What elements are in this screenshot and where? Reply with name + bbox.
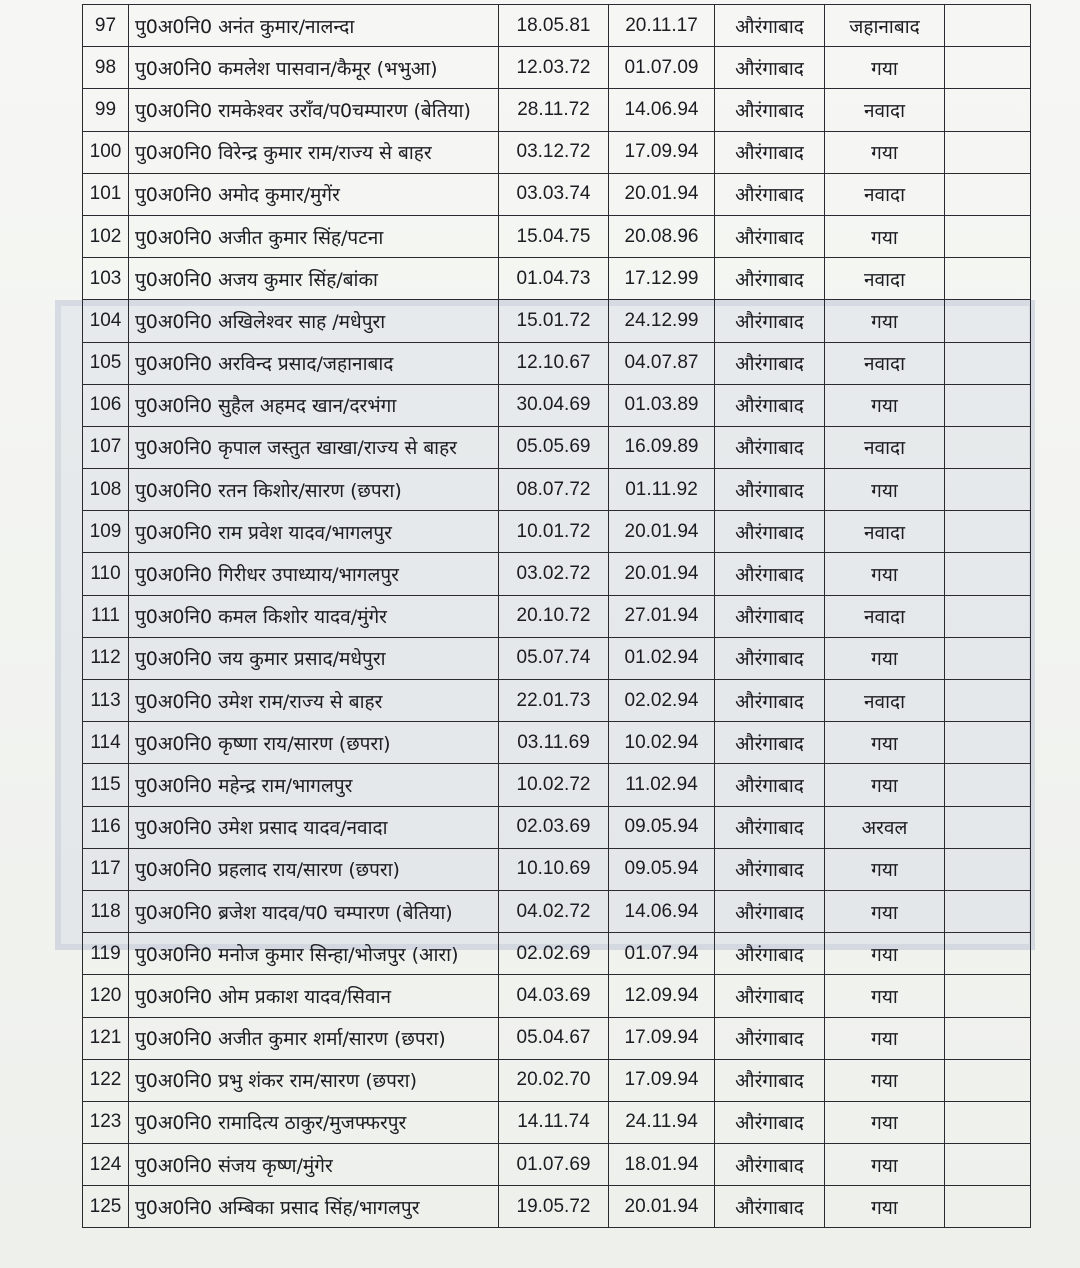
table-row <box>83 511 1031 553</box>
remarks-cell <box>945 342 1031 384</box>
table-row <box>83 722 1031 764</box>
current-posting-cell: औरंगाबाद <box>715 637 825 679</box>
table-row <box>83 764 1031 806</box>
remarks-cell <box>945 1017 1031 1059</box>
serial-number-cell: 123 <box>83 1101 129 1143</box>
transfer-district-cell: गया <box>825 553 945 595</box>
transfer-district-cell: नवादा <box>825 258 945 300</box>
birth-date-cell: 05.04.67 <box>499 1017 609 1059</box>
transfer-district-cell: गया <box>825 1186 945 1228</box>
table-row <box>83 680 1031 722</box>
current-posting-cell: औरंगाबाद <box>715 680 825 722</box>
joining-date-cell: 01.03.89 <box>609 384 715 426</box>
transfer-district-cell: गया <box>825 215 945 257</box>
remarks-cell <box>945 1059 1031 1101</box>
table-row <box>83 975 1031 1017</box>
remarks-cell <box>945 300 1031 342</box>
birth-date-cell: 22.01.73 <box>499 680 609 722</box>
birth-date-cell: 18.05.81 <box>499 5 609 47</box>
birth-date-cell: 08.07.72 <box>499 469 609 511</box>
serial-number-cell: 117 <box>83 848 129 890</box>
joining-date-cell: 20.01.94 <box>609 553 715 595</box>
current-posting-cell: औरंगाबाद <box>715 1186 825 1228</box>
remarks-cell <box>945 553 1031 595</box>
transfer-district-cell: गया <box>825 637 945 679</box>
joining-date-cell: 14.06.94 <box>609 890 715 932</box>
joining-date-cell: 01.07.09 <box>609 47 715 89</box>
birth-date-cell: 19.05.72 <box>499 1186 609 1228</box>
serial-number-cell: 102 <box>83 215 129 257</box>
serial-number-cell: 121 <box>83 1017 129 1059</box>
transfer-district-cell: गया <box>825 933 945 975</box>
transfer-district-cell: गया <box>825 469 945 511</box>
officer-name-cell: पु0अ0नि0 अजीत कुमार सिंह/पटना <box>129 215 499 257</box>
officer-name-cell: पु0अ0नि0 अम्बिका प्रसाद सिंह/भागलपुर <box>129 1186 499 1228</box>
remarks-cell <box>945 89 1031 131</box>
remarks-cell <box>945 384 1031 426</box>
table-row <box>83 258 1031 300</box>
transfer-district-cell: नवादा <box>825 89 945 131</box>
current-posting-cell: औरंगाबाद <box>715 933 825 975</box>
officer-name-cell: पु0अ0नि0 अजीत कुमार शर्मा/सारण (छपरा) <box>129 1017 499 1059</box>
current-posting-cell: औरंगाबाद <box>715 258 825 300</box>
officer-name-cell: पु0अ0नि0 उमेश राम/राज्य से बाहर <box>129 680 499 722</box>
officer-name-cell: पु0अ0नि0 रामकेश्वर उराँव/प0चम्पारण (बेतिया) <box>129 89 499 131</box>
joining-date-cell: 09.05.94 <box>609 848 715 890</box>
birth-date-cell: 03.11.69 <box>499 722 609 764</box>
birth-date-cell: 01.04.73 <box>499 258 609 300</box>
birth-date-cell: 15.01.72 <box>499 300 609 342</box>
transfer-district-cell: गया <box>825 890 945 932</box>
serial-number-cell: 110 <box>83 553 129 595</box>
current-posting-cell: औरंगाबाद <box>715 1144 825 1186</box>
current-posting-cell: औरंगाबाद <box>715 89 825 131</box>
current-posting-cell: औरंगाबाद <box>715 342 825 384</box>
birth-date-cell: 30.04.69 <box>499 384 609 426</box>
officer-name-cell: पु0अ0नि0 कृष्णा राय/सारण (छपरा) <box>129 722 499 764</box>
joining-date-cell: 20.01.94 <box>609 1186 715 1228</box>
current-posting-cell: औरंगाबाद <box>715 426 825 468</box>
serial-number-cell: 108 <box>83 469 129 511</box>
officer-name-cell: पु0अ0नि0 मनोज कुमार सिन्हा/भोजपुर (आरा) <box>129 933 499 975</box>
joining-date-cell: 01.11.92 <box>609 469 715 511</box>
birth-date-cell: 20.10.72 <box>499 595 609 637</box>
remarks-cell <box>945 47 1031 89</box>
remarks-cell <box>945 975 1031 1017</box>
current-posting-cell: औरंगाबाद <box>715 300 825 342</box>
remarks-cell <box>945 511 1031 553</box>
officer-name-cell: पु0अ0नि0 रामादित्य ठाकुर/मुजफ्फरपुर <box>129 1101 499 1143</box>
table-row <box>83 300 1031 342</box>
serial-number-cell: 120 <box>83 975 129 1017</box>
joining-date-cell: 09.05.94 <box>609 806 715 848</box>
current-posting-cell: औरंगाबाद <box>715 848 825 890</box>
table-row <box>83 1101 1031 1143</box>
joining-date-cell: 20.11.17 <box>609 5 715 47</box>
joining-date-cell: 04.07.87 <box>609 342 715 384</box>
current-posting-cell: औरंगाबाद <box>715 764 825 806</box>
current-posting-cell: औरंगाबाद <box>715 511 825 553</box>
officer-name-cell: पु0अ0नि0 जय कुमार प्रसाद/मधेपुरा <box>129 637 499 679</box>
transfer-district-cell: जहानाबाद <box>825 5 945 47</box>
joining-date-cell: 17.09.94 <box>609 1017 715 1059</box>
serial-number-cell: 101 <box>83 173 129 215</box>
transfer-district-cell: नवादा <box>825 173 945 215</box>
remarks-cell <box>945 258 1031 300</box>
remarks-cell <box>945 1186 1031 1228</box>
table-row <box>83 637 1031 679</box>
joining-date-cell: 20.01.94 <box>609 173 715 215</box>
remarks-cell <box>945 848 1031 890</box>
remarks-cell <box>945 637 1031 679</box>
officer-name-cell: पु0अ0नि0 अखिलेश्वर साह /मधेपुरा <box>129 300 499 342</box>
table-row <box>83 426 1031 468</box>
transfer-district-cell: गया <box>825 975 945 1017</box>
birth-date-cell: 03.12.72 <box>499 131 609 173</box>
serial-number-cell: 97 <box>83 5 129 47</box>
officer-name-cell: पु0अ0नि0 ओम प्रकाश यादव/सिवान <box>129 975 499 1017</box>
joining-date-cell: 11.02.94 <box>609 764 715 806</box>
officer-name-cell: पु0अ0नि0 अनंत कुमार/नालन्दा <box>129 5 499 47</box>
joining-date-cell: 27.01.94 <box>609 595 715 637</box>
transfer-district-cell: गया <box>825 1101 945 1143</box>
serial-number-cell: 105 <box>83 342 129 384</box>
table-row <box>83 5 1031 47</box>
officer-name-cell: पु0अ0नि0 उमेश प्रसाद यादव/नवादा <box>129 806 499 848</box>
current-posting-cell: औरंगाबाद <box>715 1101 825 1143</box>
current-posting-cell: औरंगाबाद <box>715 1059 825 1101</box>
joining-date-cell: 17.12.99 <box>609 258 715 300</box>
table-row <box>83 933 1031 975</box>
transfer-district-cell: नवादा <box>825 342 945 384</box>
transfer-district-cell: गया <box>825 47 945 89</box>
birth-date-cell: 04.02.72 <box>499 890 609 932</box>
serial-number-cell: 104 <box>83 300 129 342</box>
officer-name-cell: पु0अ0नि0 कमल किशोर यादव/मुंगेर <box>129 595 499 637</box>
joining-date-cell: 01.07.94 <box>609 933 715 975</box>
joining-date-cell: 17.09.94 <box>609 131 715 173</box>
serial-number-cell: 103 <box>83 258 129 300</box>
joining-date-cell: 16.09.89 <box>609 426 715 468</box>
birth-date-cell: 02.02.69 <box>499 933 609 975</box>
current-posting-cell: औरंगाबाद <box>715 173 825 215</box>
serial-number-cell: 106 <box>83 384 129 426</box>
transfer-district-cell: नवादा <box>825 595 945 637</box>
serial-number-cell: 115 <box>83 764 129 806</box>
officer-name-cell: पु0अ0नि0 प्रहलाद राय/सारण (छपरा) <box>129 848 499 890</box>
birth-date-cell: 03.02.72 <box>499 553 609 595</box>
serial-number-cell: 112 <box>83 637 129 679</box>
joining-date-cell: 17.09.94 <box>609 1059 715 1101</box>
officer-name-cell: पु0अ0नि0 ब्रजेश यादव/प0 चम्पारण (बेतिया) <box>129 890 499 932</box>
birth-date-cell: 28.11.72 <box>499 89 609 131</box>
remarks-cell <box>945 680 1031 722</box>
remarks-cell <box>945 1101 1031 1143</box>
serial-number-cell: 98 <box>83 47 129 89</box>
serial-number-cell: 100 <box>83 131 129 173</box>
transfer-district-cell: गया <box>825 1059 945 1101</box>
officer-name-cell: पु0अ0नि0 राम प्रवेश यादव/भागलपुर <box>129 511 499 553</box>
birth-date-cell: 01.07.69 <box>499 1144 609 1186</box>
transfer-district-cell: नवादा <box>825 680 945 722</box>
officer-name-cell: पु0अ0नि0 अमोद कुमार/मुगेंर <box>129 173 499 215</box>
table-row <box>83 848 1031 890</box>
serial-number-cell: 124 <box>83 1144 129 1186</box>
birth-date-cell: 12.03.72 <box>499 47 609 89</box>
current-posting-cell: औरंगाबाद <box>715 1017 825 1059</box>
transfer-district-cell: नवादा <box>825 426 945 468</box>
serial-number-cell: 122 <box>83 1059 129 1101</box>
table-row <box>83 806 1031 848</box>
remarks-cell <box>945 215 1031 257</box>
transfer-district-cell: गया <box>825 300 945 342</box>
joining-date-cell: 12.09.94 <box>609 975 715 1017</box>
transfer-table <box>82 4 1031 1228</box>
table-row <box>83 1186 1031 1228</box>
remarks-cell <box>945 890 1031 932</box>
current-posting-cell: औरंगाबाद <box>715 384 825 426</box>
serial-number-cell: 111 <box>83 595 129 637</box>
serial-number-cell: 118 <box>83 890 129 932</box>
officer-name-cell: पु0अ0नि0 गिरीधर उपाध्याय/भागलपुर <box>129 553 499 595</box>
transfer-district-cell: गया <box>825 384 945 426</box>
table-row <box>83 131 1031 173</box>
current-posting-cell: औरंगाबाद <box>715 47 825 89</box>
officer-name-cell: पु0अ0नि0 अजय कुमार सिंह/बांका <box>129 258 499 300</box>
officer-name-cell: पु0अ0नि0 प्रभु शंकर राम/सारण (छपरा) <box>129 1059 499 1101</box>
officer-name-cell: पु0अ0नि0 सुहैल अहमद खान/दरभंगा <box>129 384 499 426</box>
remarks-cell <box>945 173 1031 215</box>
current-posting-cell: औरंगाबाद <box>715 975 825 1017</box>
table-row <box>83 47 1031 89</box>
current-posting-cell: औरंगाबाद <box>715 215 825 257</box>
officer-name-cell: पु0अ0नि0 अरविन्द प्रसाद/जहानाबाद <box>129 342 499 384</box>
birth-date-cell: 05.07.74 <box>499 637 609 679</box>
table-row <box>83 1144 1031 1186</box>
transfer-district-cell: गया <box>825 1017 945 1059</box>
birth-date-cell: 10.01.72 <box>499 511 609 553</box>
birth-date-cell: 20.02.70 <box>499 1059 609 1101</box>
birth-date-cell: 15.04.75 <box>499 215 609 257</box>
serial-number-cell: 114 <box>83 722 129 764</box>
officer-name-cell: पु0अ0नि0 कृपाल जस्तुत खाखा/राज्य से बाहर <box>129 426 499 468</box>
current-posting-cell: औरंगाबाद <box>715 806 825 848</box>
table-row <box>83 1059 1031 1101</box>
joining-date-cell: 24.12.99 <box>609 300 715 342</box>
remarks-cell <box>945 1144 1031 1186</box>
serial-number-cell: 113 <box>83 680 129 722</box>
remarks-cell <box>945 131 1031 173</box>
serial-number-cell: 125 <box>83 1186 129 1228</box>
birth-date-cell: 04.03.69 <box>499 975 609 1017</box>
officer-name-cell: पु0अ0नि0 कमलेश पासवान/कैमूर (भभुआ) <box>129 47 499 89</box>
serial-number-cell: 109 <box>83 511 129 553</box>
serial-number-cell: 116 <box>83 806 129 848</box>
birth-date-cell: 02.03.69 <box>499 806 609 848</box>
table-body <box>83 5 1031 1228</box>
table-row <box>83 595 1031 637</box>
joining-date-cell: 18.01.94 <box>609 1144 715 1186</box>
remarks-cell <box>945 5 1031 47</box>
joining-date-cell: 10.02.94 <box>609 722 715 764</box>
current-posting-cell: औरंगाबाद <box>715 553 825 595</box>
transfer-district-cell: गया <box>825 848 945 890</box>
officer-name-cell: पु0अ0नि0 रतन किशोर/सारण (छपरा) <box>129 469 499 511</box>
officer-name-cell: पु0अ0नि0 विरेन्द्र कुमार राम/राज्य से बाहर <box>129 131 499 173</box>
birth-date-cell: 05.05.69 <box>499 426 609 468</box>
birth-date-cell: 03.03.74 <box>499 173 609 215</box>
remarks-cell <box>945 764 1031 806</box>
current-posting-cell: औरंगाबाद <box>715 5 825 47</box>
transfer-district-cell: गया <box>825 131 945 173</box>
table-row <box>83 1017 1031 1059</box>
transfer-district-cell: नवादा <box>825 511 945 553</box>
transfer-district-cell: गया <box>825 722 945 764</box>
table-row <box>83 384 1031 426</box>
current-posting-cell: औरंगाबाद <box>715 469 825 511</box>
birth-date-cell: 10.02.72 <box>499 764 609 806</box>
joining-date-cell: 24.11.94 <box>609 1101 715 1143</box>
table-row <box>83 173 1031 215</box>
current-posting-cell: औरंगाबाद <box>715 722 825 764</box>
serial-number-cell: 107 <box>83 426 129 468</box>
joining-date-cell: 02.02.94 <box>609 680 715 722</box>
table-row <box>83 215 1031 257</box>
officer-name-cell: पु0अ0नि0 संजय कृष्ण/मुंगेर <box>129 1144 499 1186</box>
birth-date-cell: 12.10.67 <box>499 342 609 384</box>
remarks-cell <box>945 469 1031 511</box>
serial-number-cell: 119 <box>83 933 129 975</box>
current-posting-cell: औरंगाबाद <box>715 595 825 637</box>
table-row <box>83 89 1031 131</box>
table-row <box>83 342 1031 384</box>
joining-date-cell: 20.08.96 <box>609 215 715 257</box>
joining-date-cell: 20.01.94 <box>609 511 715 553</box>
remarks-cell <box>945 933 1031 975</box>
birth-date-cell: 10.10.69 <box>499 848 609 890</box>
current-posting-cell: औरंगाबाद <box>715 131 825 173</box>
officer-name-cell: पु0अ0नि0 महेन्द्र राम/भागलपुर <box>129 764 499 806</box>
birth-date-cell: 14.11.74 <box>499 1101 609 1143</box>
transfer-district-cell: अरवल <box>825 806 945 848</box>
remarks-cell <box>945 806 1031 848</box>
remarks-cell <box>945 595 1031 637</box>
current-posting-cell: औरंगाबाद <box>715 890 825 932</box>
joining-date-cell: 01.02.94 <box>609 637 715 679</box>
remarks-cell <box>945 722 1031 764</box>
table-row <box>83 890 1031 932</box>
transfer-district-cell: गया <box>825 764 945 806</box>
table-row <box>83 469 1031 511</box>
remarks-cell <box>945 426 1031 468</box>
serial-number-cell: 99 <box>83 89 129 131</box>
transfer-district-cell: गया <box>825 1144 945 1186</box>
table-row <box>83 553 1031 595</box>
joining-date-cell: 14.06.94 <box>609 89 715 131</box>
